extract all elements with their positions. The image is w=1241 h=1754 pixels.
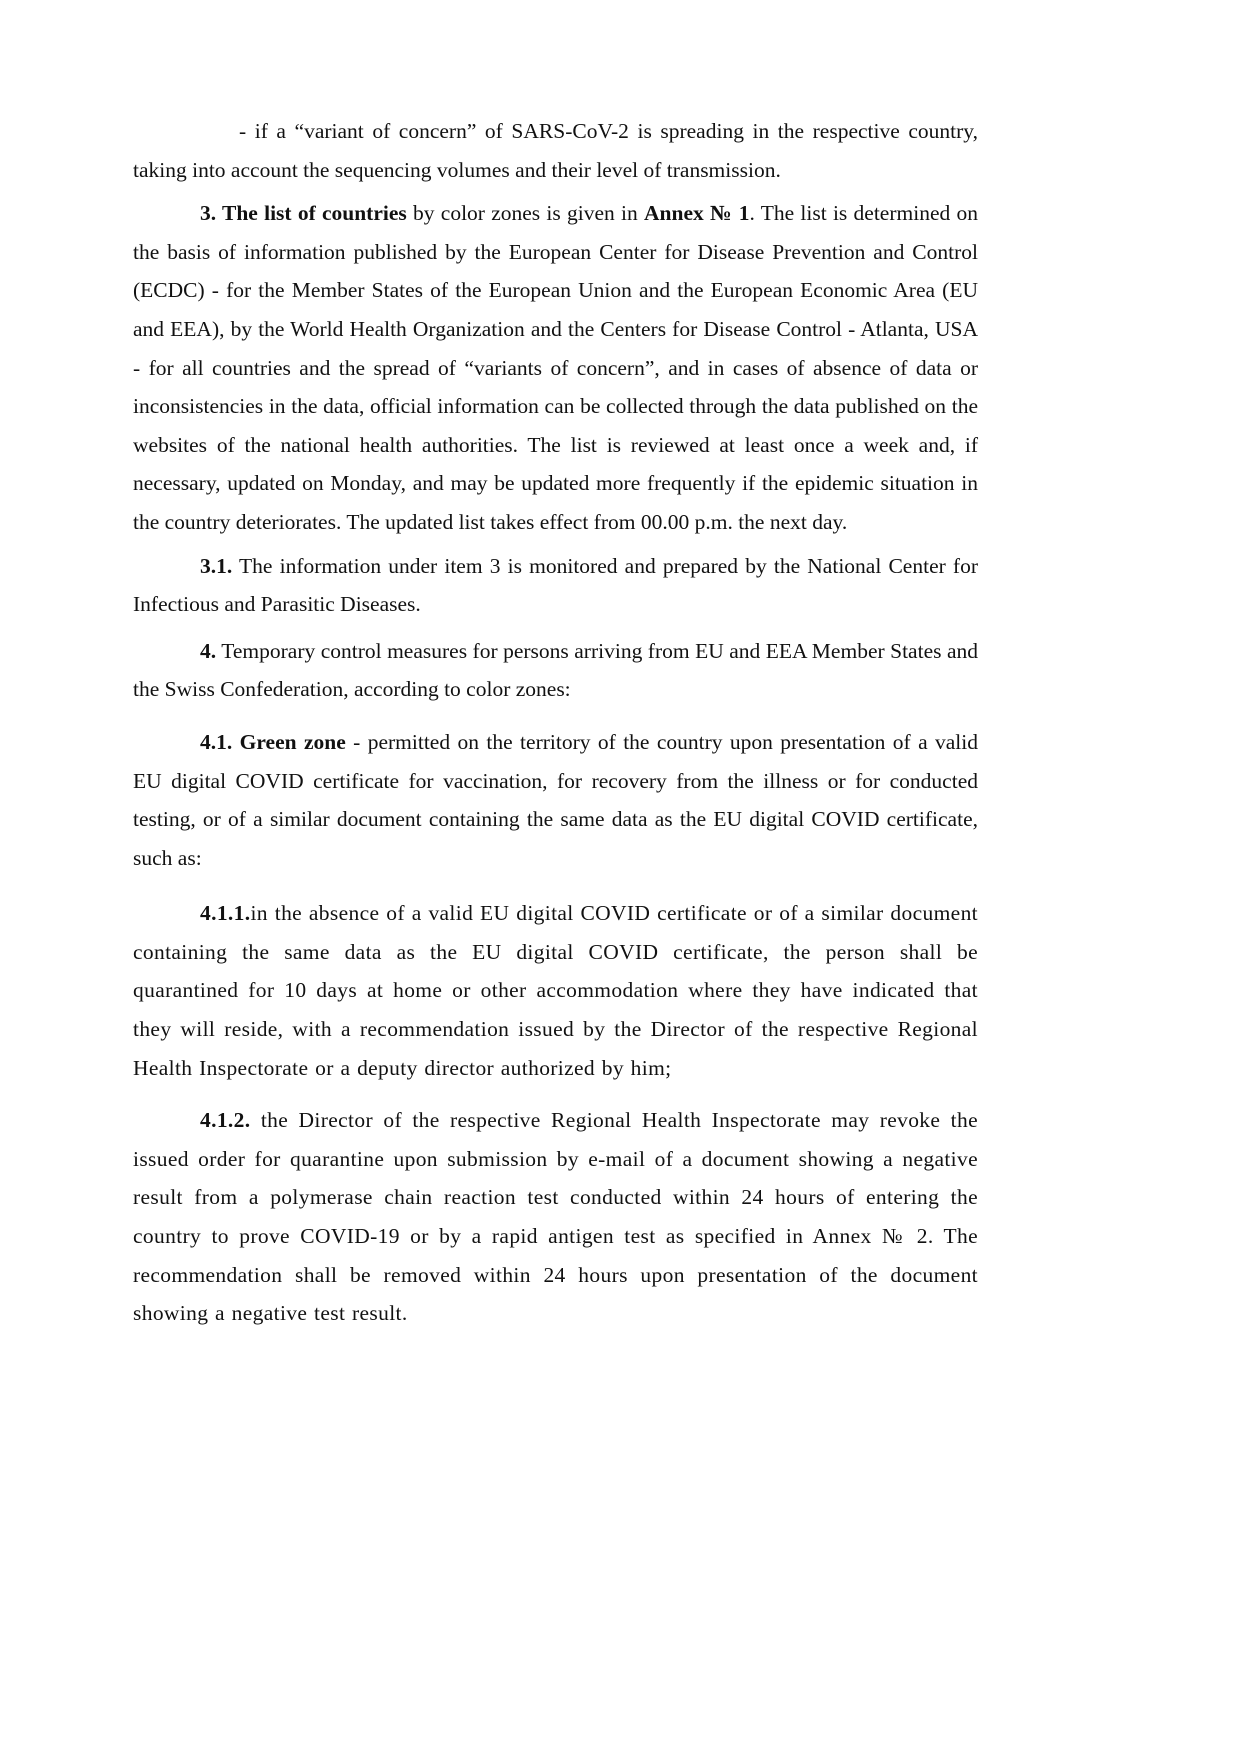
section-number: 4.1.1. [200, 901, 251, 926]
paragraph-section-4-1 [133, 723, 978, 877]
section-number: 3. [200, 201, 222, 226]
paragraph-text: The information under item 3 is monitored and prepared by the National Center for Infectious and Parasitic Diseases. [133, 553, 978, 617]
paragraph-section-3 [133, 194, 978, 541]
section-number: 4.1.2. [200, 1108, 251, 1133]
paragraph-section-4 [133, 632, 978, 709]
paragraph-section-3-1 [133, 547, 978, 624]
paragraph-text: in the absence of a valid EU digital COVID certificate or of a similar document containing the same data as the EU digital COVID certificate, the person shall be quarantined for 10 days at home or other accommodation where they have indicated that they will reside, with a recommendation issued by the Director of the respective Regional Health Inspectorate or a deputy director authorized by him; [133, 901, 978, 1080]
paragraph-text: . The list is determined on the basis of information published by the European Center for Disease Prevention and Control (ECDC) - for the Member States of the European Union and the European Economic Area (EU and EEA), by the World Health Organization and the Centers for Disease Control - Atlanta, USA - for all countries and the spread of “variants of concern”, and in cases of absence of data or inconsistencies in the data, official information can be collected through the data published on the websites of the national health authorities. The list is reviewed at least once a week and, if necessary, updated on Monday, and may be updated more frequently if the epidemic situation in the country deteriorates. The updated list takes effect from 00.00 p.m. the next day. [133, 201, 979, 534]
paragraph-text: - permitted on the territory of the country upon presentation of a valid EU digital COVID certificate for vaccination, for recovery from the illness or for conducted testing, or of a similar document containing the same data as the EU digital COVID certificate, such as: [133, 729, 979, 870]
paragraph-variant-condition [133, 112, 978, 189]
bold-phrase: The list of countries [222, 201, 407, 226]
document-page [133, 112, 978, 1333]
paragraph-text: the Director of the respective Regional Health Inspectorate may revoke the issued order for quarantine upon submission by e-mail of a document showing a negative result from a polymerase chain reaction test conducted within 24 hours of entering the country to prove COVID-19 or by a rapid antigen test as specified in Annex № 2. The recommendation shall be removed within 24 hours upon presentation of the document showing a negative test result. [133, 1108, 978, 1326]
paragraph-section-4-1-2 [133, 1101, 978, 1333]
paragraph-text: Temporary control measures for persons arriving from EU and EEA Member States and the Swiss Confederation, according to color zones: [133, 638, 978, 702]
section-number: 3.1. [200, 553, 233, 578]
section-number: 4. [200, 638, 217, 663]
paragraph-section-4-1-1 [133, 894, 978, 1087]
section-heading: 4.1. Green zone [200, 729, 346, 754]
paragraph-text: - if a “variant of concern” of SARS-CoV-2 is spreading in the respective country, taking into account the sequencing volumes and their level of transmission. [133, 119, 978, 182]
annex-reference: Annex № 1 [644, 201, 750, 226]
paragraph-text: by color zones is given in [406, 201, 645, 226]
